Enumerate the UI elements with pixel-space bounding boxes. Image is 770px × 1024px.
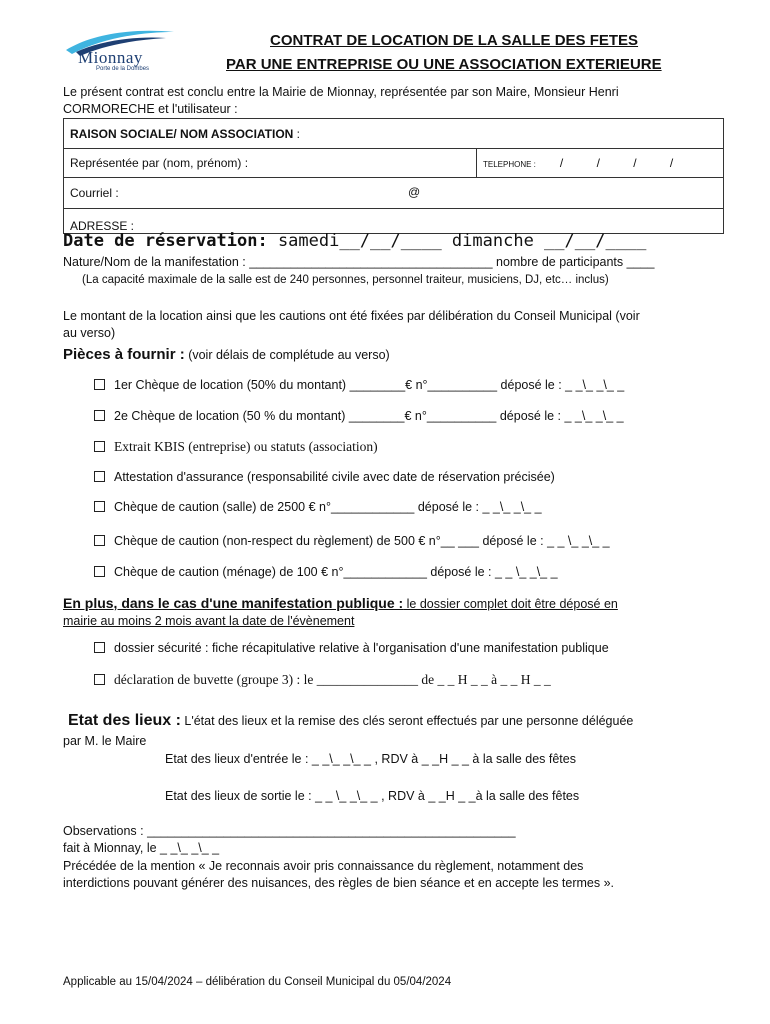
raison-sociale-cell[interactable] [64, 119, 724, 149]
title-line1: CONTRAT DE LOCATION DE LA SALLE DES FETES [270, 32, 639, 49]
capacity-note: (La capacité maximale de la salle est de 240 personnes, personnel traiteur, musiciens, DJ, etc… inclus) [82, 274, 609, 286]
publique-item-1[interactable] [94, 641, 609, 655]
observations-line: Observations : _____________________________________________________ [63, 824, 516, 838]
checkbox[interactable] [94, 566, 105, 577]
piece-item-5[interactable] [94, 500, 542, 514]
etat-title: Etat des lieux : [68, 712, 181, 729]
publique-heading [63, 595, 618, 611]
checkbox[interactable] [94, 379, 105, 390]
nature-line: Nature/Nom de la manifestation : ___________________________________ nombre de participants ____ [63, 255, 655, 269]
at-symbol: @ [408, 185, 421, 199]
checkbox[interactable] [94, 441, 105, 452]
reservation-dates: samedi__/__/____ dimanche __/__/____ [267, 231, 647, 251]
piece-label: 1er Chèque de location (50% du montant) ________€ n°__________ déposé le : _ _\_ _\_ _ [114, 378, 625, 392]
montant-line1: Le montant de la location ainsi que les cautions ont été fixées par délibération du Conseil Municipal (voir [63, 309, 640, 323]
pieces-title: Pièces à fournir : [63, 346, 185, 363]
intro-line2: CORMORECHE et l'utilisateur : [63, 102, 238, 116]
fait-line: fait à Mionnay, le _ _\_ _\_ _ [63, 841, 220, 855]
telephone-label: TELEPHONE : [483, 160, 536, 169]
reservation-label: Date de réservation: [63, 231, 268, 251]
adresse-cell[interactable] [64, 209, 724, 234]
piece-item-4[interactable] [94, 470, 555, 484]
logo-name: Mionnay [78, 48, 143, 67]
pieces-heading [63, 346, 390, 363]
raison-sociale-suffix: : [293, 126, 301, 141]
etat-text1: L'état des lieux et la remise des clés seront effectués par une personne déléguée [180, 714, 634, 728]
publique-label: dossier sécurité : fiche récapitulative relative à l'organisation d'une manifestation publique [114, 641, 609, 655]
checkbox[interactable] [94, 410, 105, 421]
publique-item-2[interactable] [94, 672, 551, 688]
mention-line2: interdictions pouvant générer des nuisances, des règles de bien séance et en accepte les termes ». [63, 876, 615, 890]
piece-item-3[interactable] [94, 439, 378, 455]
piece-label: Extrait KBIS (entreprise) ou statuts (association) [114, 439, 378, 454]
checkbox[interactable] [94, 674, 105, 685]
piece-label: 2e Chèque de location (50 % du montant) ________€ n°__________ déposé le : _ _\_ _\_ _ [114, 409, 624, 423]
pieces-note: (voir délais de complétude au verso) [184, 348, 390, 362]
reservation-line [63, 231, 646, 251]
publique-title: En plus, dans le cas d'une manifestation publique : [63, 595, 404, 611]
piece-label: Chèque de caution (ménage) de 100 € n°____________ déposé le : _ _ \_ _\_ _ [114, 565, 558, 579]
etat-text2: par M. le Maire [63, 734, 147, 748]
adresse-label: ADRESSE : [70, 219, 135, 233]
telephone-slashes: / / / / [559, 156, 674, 170]
represente-label: Représentée par (nom, prénom) : [70, 156, 249, 170]
etat-sortie: Etat des lieux de sortie le : _ _ \_ _\_ _ , RDV à _ _H _ _à la salle des fêtes [165, 789, 580, 803]
publique-label: déclaration de buvette (groupe 3) : le _______________ de _ _ H _ _ à _ _ H _ _ [114, 672, 551, 687]
piece-item-2[interactable] [94, 409, 624, 423]
intro-line1: Le présent contrat est conclu entre la Mairie de Mionnay, représentée par son Maire, Monsieur Henri [63, 85, 619, 99]
publique-text2: mairie au moins 2 mois avant la date de l'évènement [63, 614, 355, 628]
piece-item-6[interactable] [94, 534, 610, 548]
represente-cell[interactable] [64, 149, 477, 178]
checkbox[interactable] [94, 471, 105, 482]
telephone-cell[interactable] [477, 149, 724, 178]
checkbox[interactable] [94, 642, 105, 653]
courriel-cell[interactable] [64, 178, 724, 209]
checkbox[interactable] [94, 501, 105, 512]
piece-label: Chèque de caution (non-respect du règlement) de 500 € n°__ ___ déposé le : _ _ \_ _\_ _ [114, 534, 610, 548]
applicable-note: Applicable au 15/04/2024 – délibération du Conseil Municipal du 05/04/2024 [63, 976, 452, 988]
piece-label: Chèque de caution (salle) de 2500 € n°____________ déposé le : _ _\_ _\_ _ [114, 500, 542, 514]
logo-tagline: Porte de la Dombes [96, 66, 150, 72]
mention-line1: Précédée de la mention « Je reconnais avoir pris connaissance du règlement, notamment des [63, 859, 584, 873]
piece-item-1[interactable] [94, 378, 624, 392]
contractor-info-table [63, 118, 724, 234]
montant-line2: au verso) [63, 326, 116, 340]
title-line2: PAR UNE ENTREPRISE OU UNE ASSOCIATION EXTERIEURE [226, 56, 662, 73]
courriel-label: Courriel : [70, 186, 119, 200]
piece-item-7[interactable] [94, 565, 558, 579]
etat-entree: Etat des lieux d'entrée le : _ _\_ _\_ _ , RDV à _ _H _ _ à la salle des fêtes [165, 752, 576, 766]
publique-text1: le dossier complet doit être déposé en [403, 597, 618, 611]
checkbox[interactable] [94, 535, 105, 546]
etat-heading [68, 712, 633, 730]
raison-sociale-label: RAISON SOCIALE/ NOM ASSOCIATION [70, 126, 294, 141]
piece-label: Attestation d'assurance (responsabilité civile avec date de réservation précisée) [114, 470, 555, 484]
